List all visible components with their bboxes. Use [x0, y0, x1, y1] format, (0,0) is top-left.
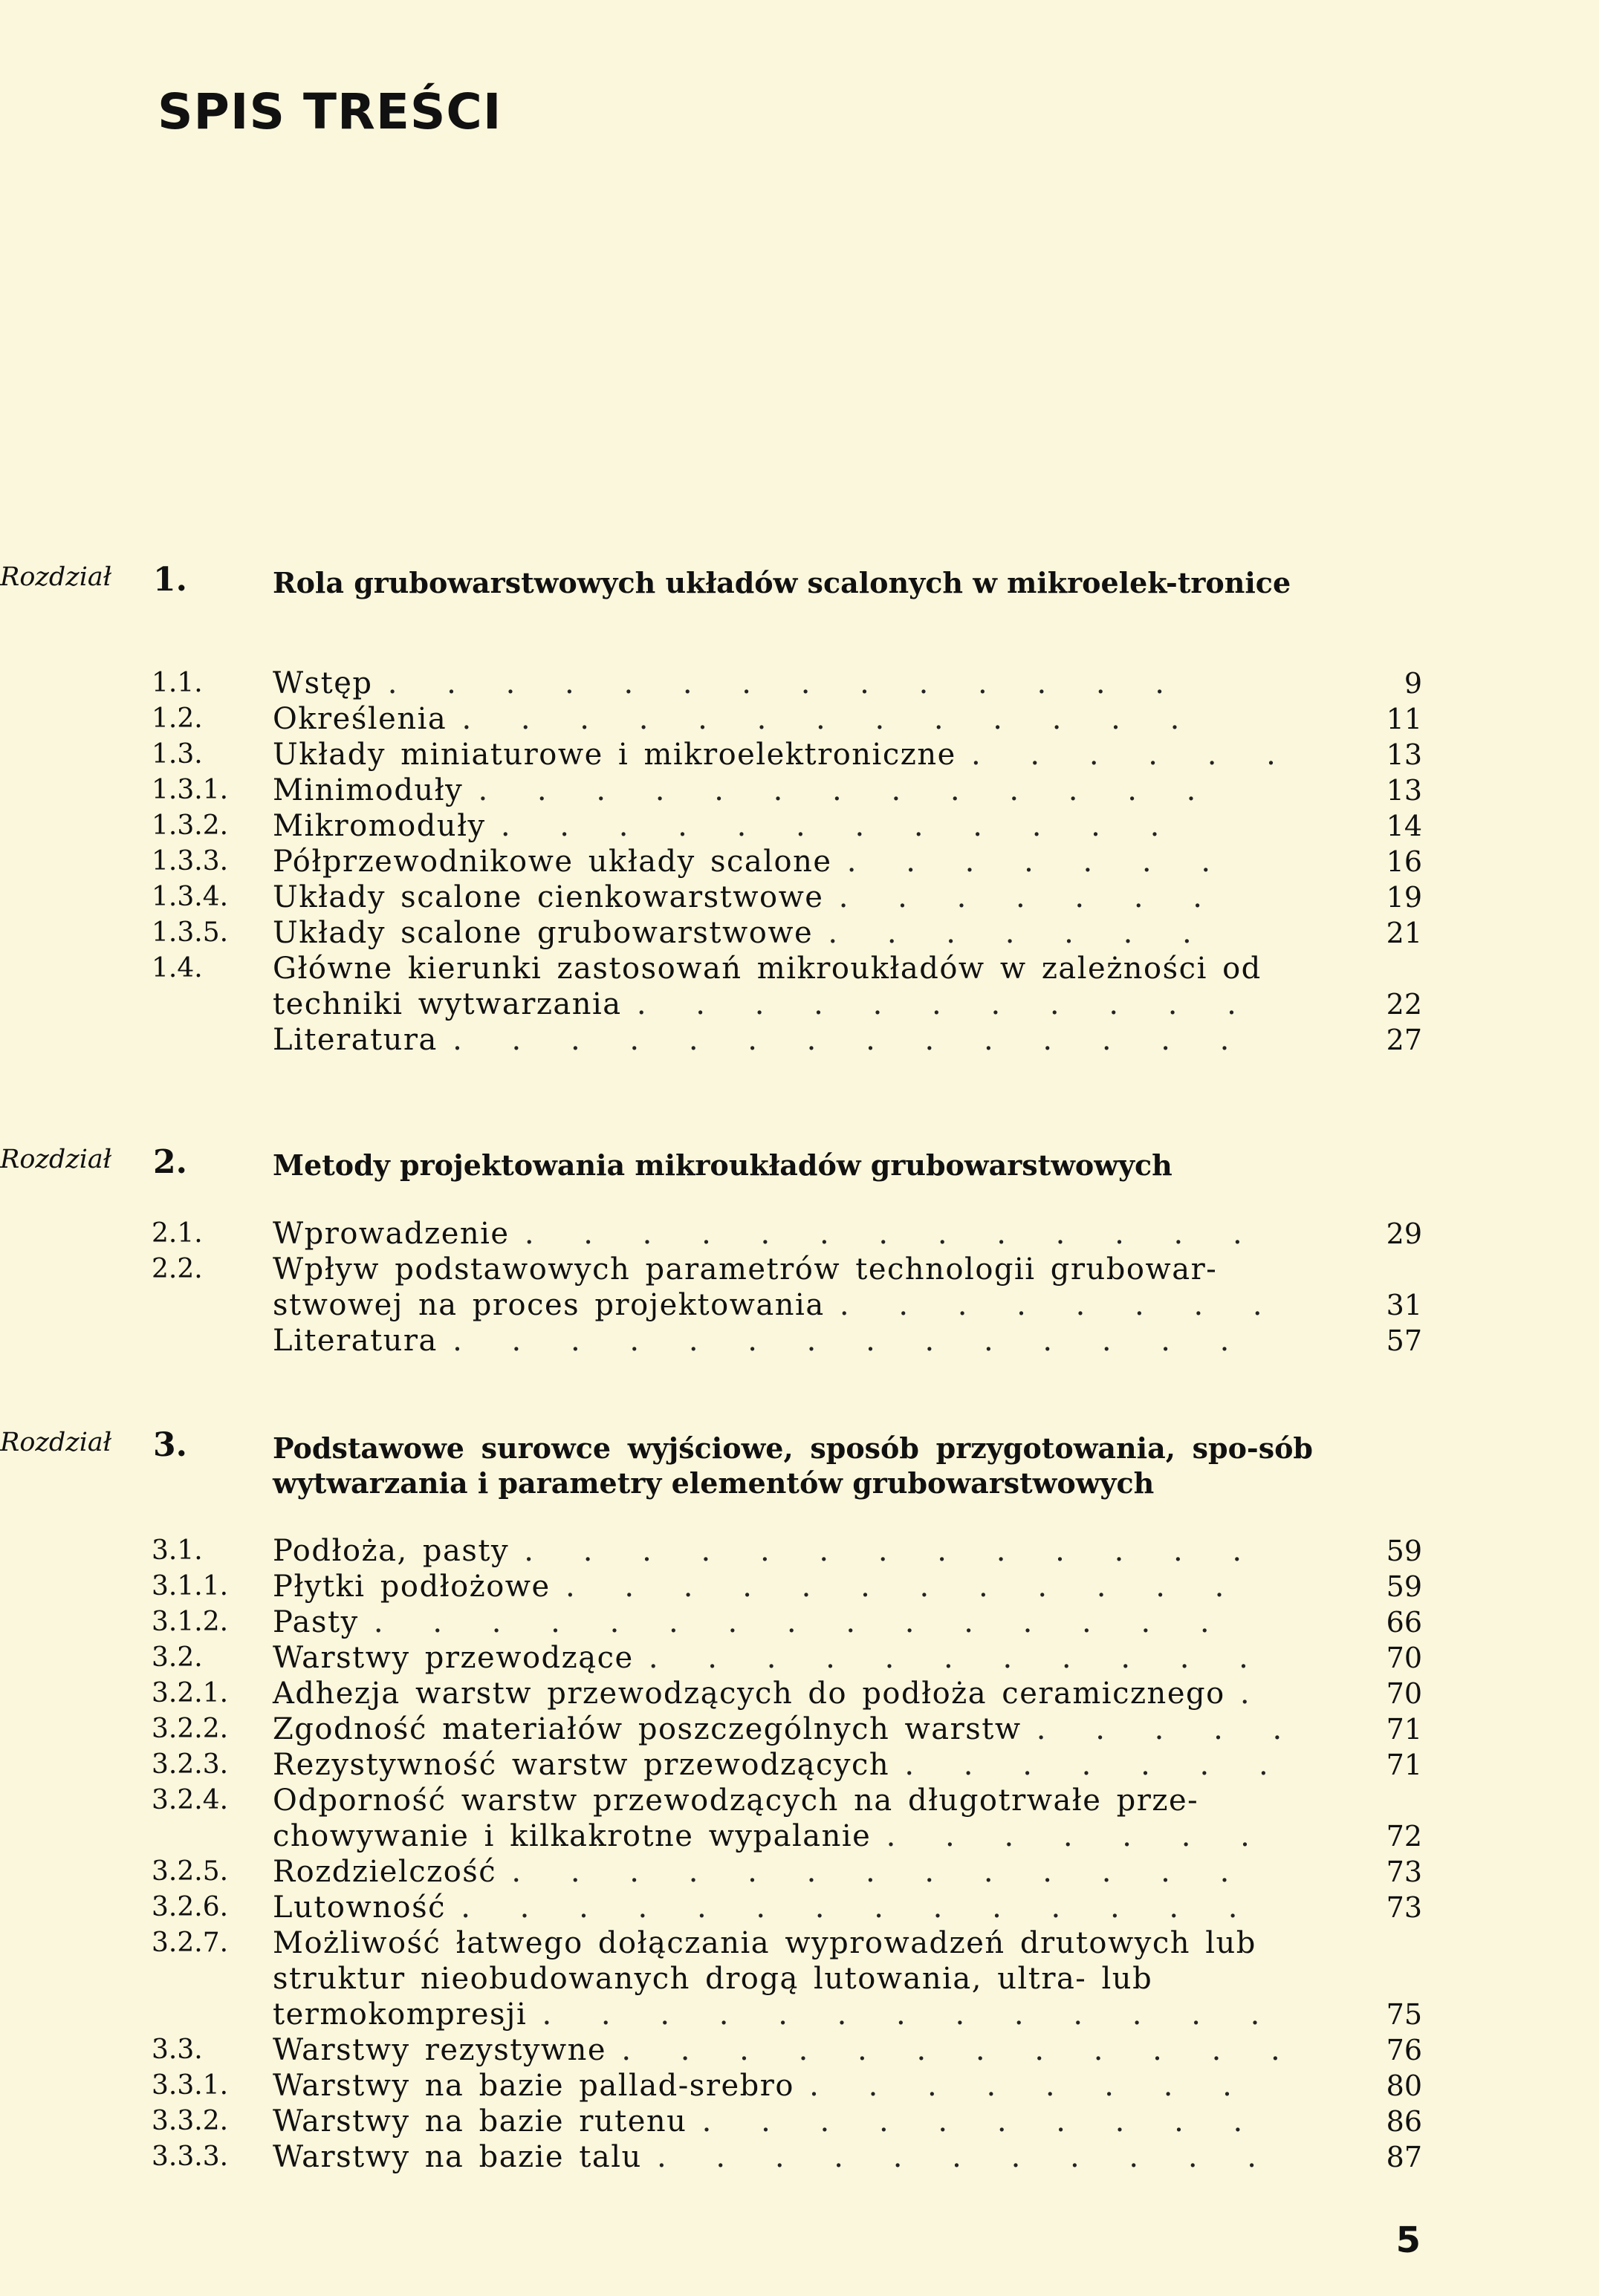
- dot-leader: .: [1239, 1677, 1268, 1711]
- entry-title: Półprzewodnikowe układy scalone: [273, 845, 832, 879]
- dot-leader: . . . . . . . . . . . . . . .: [373, 1605, 1227, 1639]
- entry-title: Określenia: [273, 702, 447, 736]
- dot-leader: . . . . . . . . . . . .: [565, 1570, 1242, 1604]
- dot-leader: . . . . . . . . . . . . .: [542, 1997, 1278, 2032]
- entry-page: 87: [1386, 2141, 1422, 2173]
- toc-entry[interactable]: [0, 1854, 1599, 1890]
- entry-page: 19: [1386, 881, 1422, 914]
- chapter-1: [0, 562, 1599, 598]
- entry-title: Rezystywność warstw przewodzących: [273, 1748, 890, 1782]
- dot-leader: . . . . . . . . . . . . .: [524, 1534, 1260, 1568]
- entry-title: Mikromoduły: [273, 809, 486, 843]
- entry-title: Warstwy na bazie rutenu: [273, 2104, 687, 2139]
- toc-entry[interactable]: [0, 915, 1599, 951]
- entry-title: Odporność warstw przewodzących na długotrwałe prze-chowywanie i kilkakrotne wypalanie: [273, 1783, 1199, 1853]
- entry-page: 14: [1386, 810, 1422, 842]
- toc-entry[interactable]: [0, 773, 1599, 808]
- entry-title: Główne kierunki zastosowań mikroukładów w zależności od techniki wytwarzania: [273, 952, 1277, 1021]
- entry-number: 3.3.2.: [152, 2106, 229, 2136]
- toc-entry[interactable]: [0, 951, 1599, 1022]
- entry-page: 11: [1386, 703, 1422, 735]
- entry-title: Literatura: [273, 1023, 438, 1057]
- entry-title: Literatura: [273, 1324, 438, 1358]
- entry-number: 3.2.5.: [152, 1856, 229, 1887]
- chapter-heading: [0, 1145, 1599, 1180]
- entry-number: 1.3.4.: [152, 882, 229, 912]
- toc-entry[interactable]: [0, 1890, 1599, 1925]
- entry-page: 71: [1386, 1713, 1422, 1746]
- toc-entry[interactable]: [0, 1022, 1599, 1058]
- entry-page: 86: [1386, 2105, 1422, 2138]
- entry-page: 22: [1386, 988, 1422, 1021]
- dot-leader: . . . . . . . . . . .: [656, 2140, 1274, 2174]
- chapter-number: 1.: [153, 561, 187, 599]
- dot-leader: . . . . . . . . . .: [701, 2104, 1261, 2139]
- entry-number: 3.3.3.: [152, 2141, 229, 2172]
- chapter-title: Rola grubowarstwowych układów scalonych w mikroelek-tronice: [273, 566, 1291, 599]
- entry-title: Adhezja warstw przewodzących do podłoża ceramicznego: [273, 1677, 1225, 1711]
- entry-page: 13: [1386, 738, 1422, 771]
- toc-entry[interactable]: [0, 1323, 1599, 1359]
- toc-entry[interactable]: [0, 1252, 1599, 1323]
- entry-number: 3.1.2.: [152, 1607, 229, 1637]
- toc-entry[interactable]: [0, 1783, 1599, 1854]
- chapter-title: Podstawowe surowce wyjściowe, sposób przygotowania, spo-sób wytwarzania i parametry elementów grubowarstwowych: [273, 1431, 1313, 1500]
- entry-title: Wprowadzenie: [273, 1217, 510, 1251]
- entry-page: 9: [1404, 667, 1422, 700]
- dot-leader: . . . . . . .: [846, 845, 1229, 879]
- toc-entry[interactable]: [0, 1676, 1599, 1711]
- entry-number: 1.2.: [152, 703, 203, 734]
- entry-page: 75: [1386, 1998, 1422, 2031]
- entry-number: 3.1.1.: [152, 1571, 229, 1601]
- entry-page: 21: [1386, 917, 1422, 949]
- toc-entry[interactable]: [0, 2068, 1599, 2104]
- toc-entry[interactable]: [0, 701, 1599, 737]
- entry-title: Zgodność materiałów poszczególnych warstw: [273, 1712, 1022, 1746]
- entry-number: 1.1.: [152, 668, 203, 698]
- toc-entry[interactable]: [0, 737, 1599, 773]
- entry-number: 3.2.: [152, 1642, 203, 1673]
- entry-number: 1.4.: [152, 953, 203, 983]
- entry-page: 27: [1386, 1024, 1422, 1056]
- entry-title: Układy scalone grubowarstwowe: [273, 916, 814, 950]
- dot-leader: . . . . . . . . . . . . .: [511, 1855, 1248, 1889]
- toc-entry[interactable]: [0, 844, 1599, 879]
- chapter-heading: [0, 1426, 1599, 1500]
- chapter-2: [0, 1145, 1599, 1180]
- entry-title: Lutowność: [273, 1890, 446, 1925]
- entry-title: Minimoduły: [273, 773, 464, 807]
- entry-page: 72: [1386, 1820, 1422, 1853]
- entry-title: Rozdzielczość: [273, 1855, 497, 1889]
- chapter-number: 3.: [153, 1426, 187, 1464]
- dot-leader: . . . . . . .: [886, 1819, 1268, 1853]
- toc-entry[interactable]: [0, 808, 1599, 844]
- toc-entry[interactable]: [0, 2139, 1599, 2175]
- dot-leader: . . . . . . . .: [809, 2069, 1250, 2103]
- entry-number: 1.3.5.: [152, 917, 229, 948]
- entry-title: Wpływ podstawowych parametrów technologii grubowar-stwowej na proces projektowania: [273, 1252, 1218, 1322]
- chapter-number: 2.: [153, 1143, 187, 1181]
- entry-number: 3.2.1.: [152, 1678, 229, 1708]
- dot-leader: . . . . . . . . . . . . . .: [387, 666, 1183, 700]
- entry-page: 31: [1386, 1289, 1422, 1321]
- dot-leader: . . . . . . . . . . . . .: [524, 1217, 1260, 1251]
- entry-page: 73: [1386, 1891, 1422, 1924]
- dot-leader: . . . . . . .: [828, 916, 1210, 950]
- entry-number: 1.3.1.: [152, 775, 229, 805]
- entry-number: 3.2.4.: [152, 1785, 229, 1815]
- entry-page: 76: [1386, 2034, 1422, 2066]
- entry-page: 16: [1386, 845, 1422, 878]
- toc-entry[interactable]: [0, 1569, 1599, 1604]
- chapter-1-entries: [0, 666, 1599, 1058]
- entry-title: Warstwy na bazie pallad-srebro: [273, 2069, 794, 2103]
- entry-page: 57: [1386, 1324, 1422, 1357]
- entry-number: 3.1.: [152, 1535, 203, 1566]
- dot-leader: . . . . . . . . . . . . . .: [453, 1023, 1248, 1057]
- entry-title: Podłoża, pasty: [273, 1534, 510, 1568]
- entry-title: Możliwość łatwego dołączania wyprowadzeń drutowych lub struktur nieobudowanych drogą lutowania, ultra- lub termokompresji: [273, 1926, 1272, 2032]
- entry-page: 70: [1386, 1642, 1422, 1674]
- dot-leader: . . . . . . .: [904, 1748, 1286, 1782]
- entry-title: Układy scalone cienkowarstwowe: [273, 880, 824, 914]
- toc-entry[interactable]: [0, 1925, 1599, 2032]
- entry-page: 13: [1386, 774, 1422, 807]
- entry-page: 29: [1386, 1217, 1422, 1250]
- entry-title: Wstęp: [273, 666, 373, 700]
- dot-leader: . . . . . . . . . . . . .: [478, 773, 1214, 807]
- chapter-heading: [0, 562, 1599, 598]
- chapter-2-entries: [0, 1216, 1599, 1359]
- entry-number: 3.3.1.: [152, 2070, 229, 2101]
- entry-number: 1.3.3.: [152, 846, 229, 877]
- entry-number: 2.1.: [152, 1218, 203, 1249]
- toc-entry[interactable]: [0, 1640, 1599, 1676]
- chapter-label: Rozdział: [0, 562, 112, 592]
- entry-page: 71: [1386, 1749, 1422, 1781]
- entry-title: Warstwy na bazie talu: [273, 2140, 642, 2174]
- entry-page: 73: [1386, 1856, 1422, 1888]
- dot-leader: . . . . . . . .: [839, 1288, 1280, 1322]
- entry-number: 2.2.: [152, 1254, 203, 1284]
- toc-entry[interactable]: [0, 1747, 1599, 1783]
- page-title: SPIS TREŚCI: [158, 83, 502, 140]
- chapter-label: Rozdział: [0, 1428, 112, 1457]
- entry-page: 70: [1386, 1677, 1422, 1710]
- toc-entry[interactable]: [0, 2032, 1599, 2068]
- page-number: 5: [1395, 2219, 1421, 2261]
- dot-leader: . . . . . . . . . . . . . .: [453, 1324, 1248, 1358]
- toc-entry[interactable]: [0, 666, 1599, 701]
- entry-page: 59: [1386, 1535, 1422, 1567]
- entry-number: 1.3.2.: [152, 810, 229, 841]
- dot-leader: . . . . . . . . . . .: [636, 987, 1254, 1021]
- chapter-title: Metody projektowania mikroukładów grubowarstwowych: [273, 1148, 1173, 1182]
- dot-leader: . . . . . .: [970, 738, 1294, 772]
- dot-leader: . . . . .: [1036, 1712, 1300, 1746]
- chapter-label: Rozdział: [0, 1145, 112, 1174]
- entry-page: 66: [1386, 1606, 1422, 1639]
- entry-page: 80: [1386, 2069, 1422, 2102]
- toc-entry[interactable]: [0, 1711, 1599, 1747]
- chapter-3-entries: [0, 1533, 1599, 2175]
- entry-title: Warstwy rezystywne: [273, 2033, 607, 2067]
- entry-number: 1.3.: [152, 739, 203, 770]
- entry-title: Pasty: [273, 1605, 359, 1639]
- toc-entry[interactable]: [0, 879, 1599, 915]
- toc-entry[interactable]: [0, 2104, 1599, 2139]
- dot-leader: . . . . . . . . . . . . . .: [461, 1890, 1256, 1925]
- dot-leader: . . . . . . . . . . . .: [621, 2033, 1298, 2067]
- entry-page: 59: [1386, 1570, 1422, 1603]
- entry-number: 3.3.: [152, 2035, 203, 2065]
- toc-entry[interactable]: [0, 1216, 1599, 1252]
- entry-title: Płytki podłożowe: [273, 1570, 551, 1604]
- toc-entry[interactable]: [0, 1604, 1599, 1640]
- entry-number: 3.2.7.: [152, 1928, 229, 1958]
- toc-entry[interactable]: [0, 1533, 1599, 1569]
- dot-leader: . . . . . . .: [838, 880, 1220, 914]
- chapter-3: [0, 1426, 1599, 1500]
- entry-title: Warstwy przewodzące: [273, 1641, 634, 1675]
- dot-leader: . . . . . . . . . . .: [648, 1641, 1266, 1675]
- entry-number: 3.2.3.: [152, 1749, 229, 1780]
- dot-leader: . . . . . . . . . . . . .: [461, 702, 1198, 736]
- dot-leader: . . . . . . . . . . . .: [500, 809, 1178, 843]
- entry-title: Układy miniaturowe i mikroelektroniczne: [273, 738, 956, 772]
- entry-number: 3.2.6.: [152, 1892, 229, 1922]
- entry-number: 3.2.2.: [152, 1714, 229, 1744]
